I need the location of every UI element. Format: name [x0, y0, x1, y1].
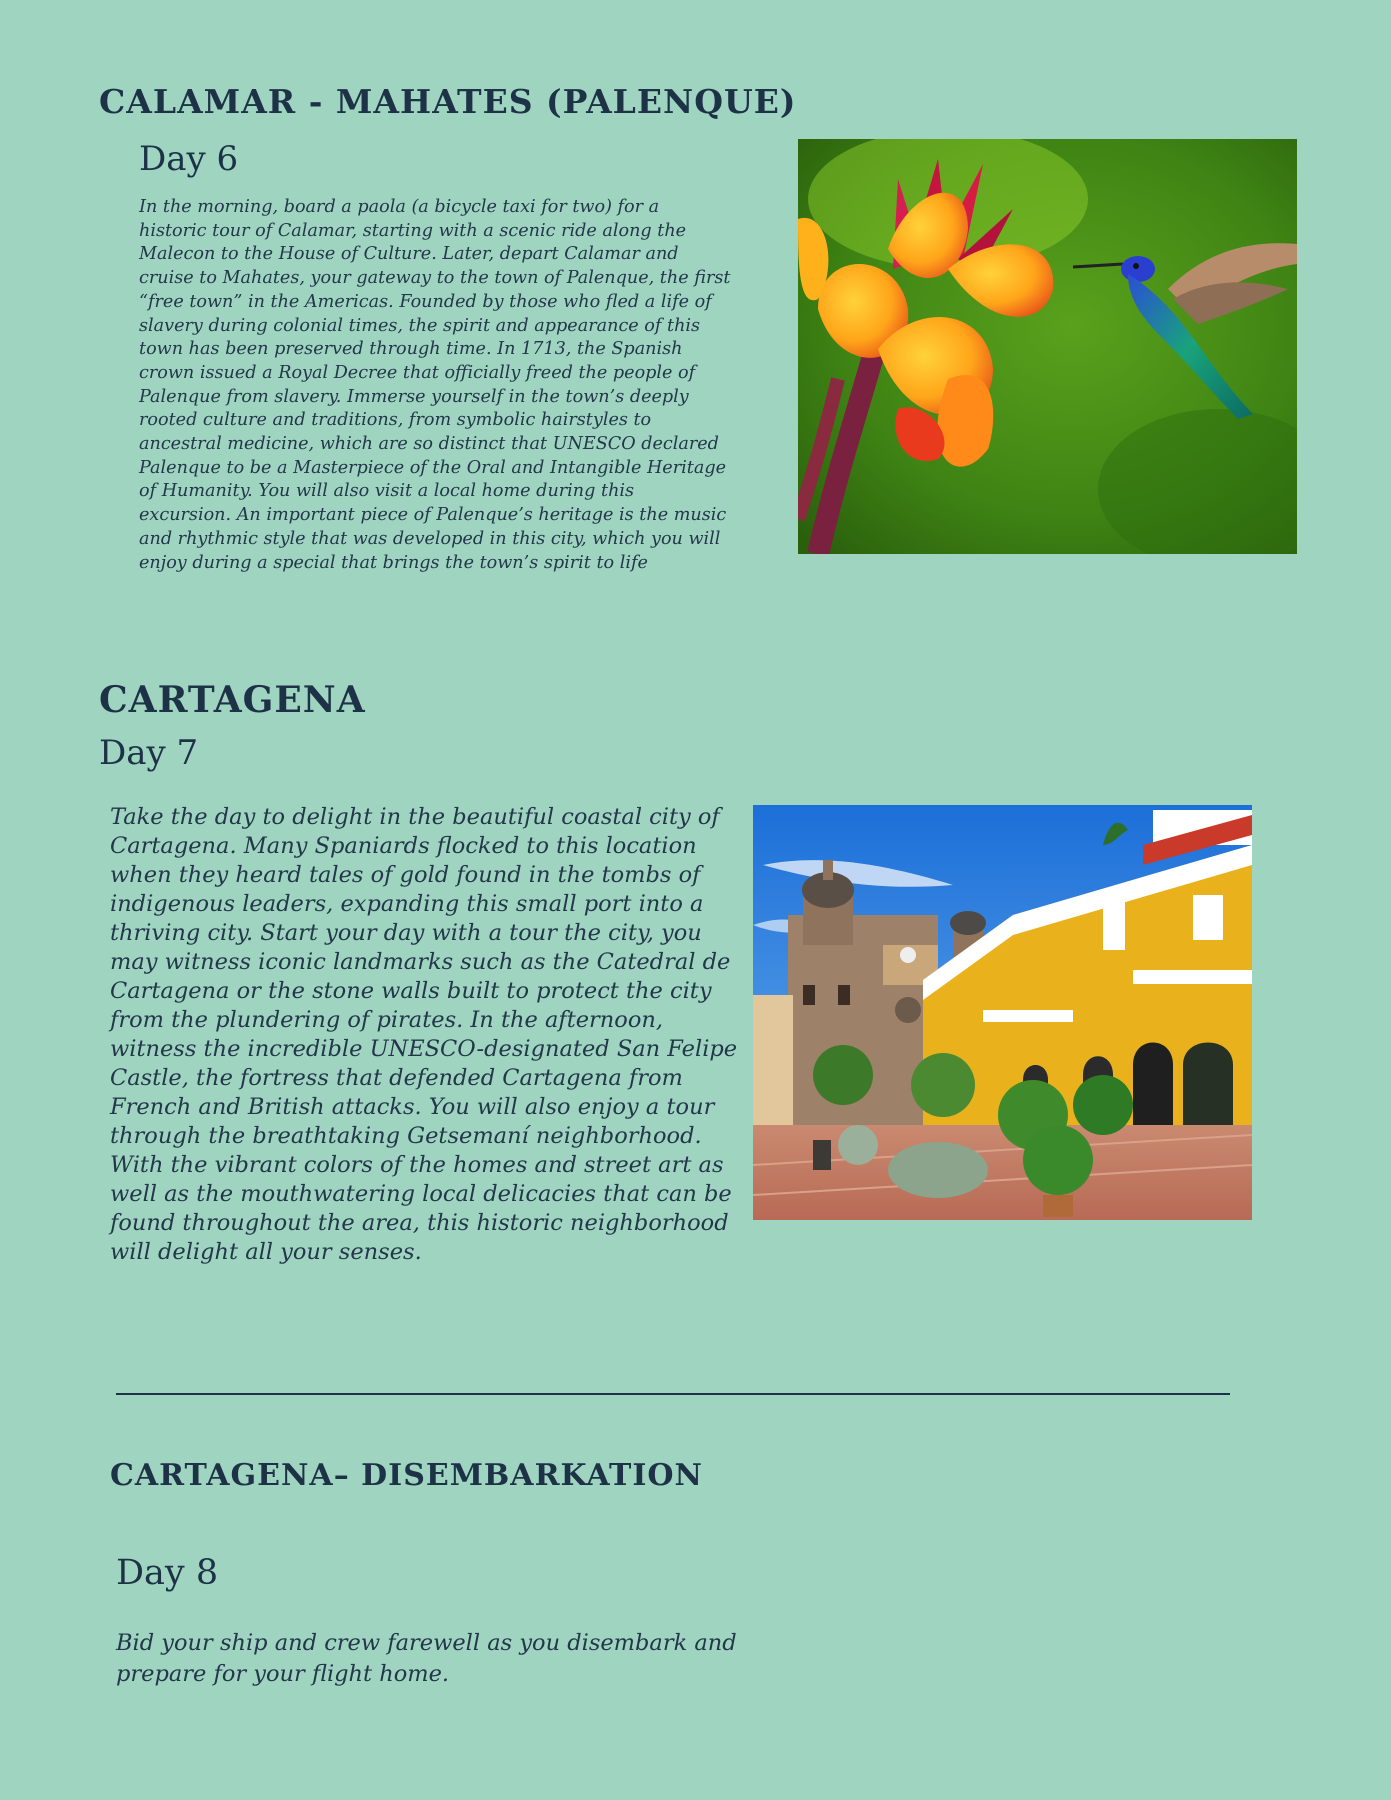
hummingbird-flower-photo [798, 139, 1297, 554]
day7-description: Take the day to delight in the beautiful coastal city of Cartagena. Many Spaniards flocked to this location when they heard tales of gold found in the tombs of indigenous leaders, expanding this small port into a thriving city. Start your day with a tour the city, you may witness iconic landmarks such as the Catedral de Cartagena or the stone walls built to protect the city from the plundering of pirates. In the afternoon, witness the incredible UNESCO-designated San Felipe Castle, the fortress that defended Cartagena from French and British attacks. You will also enjoy a tour through the breathtaking Getsemaní neighborhood. With the vibrant colors of the homes and street art as well as the mouthwatering local delicacies that can be found throughout the area, this historic neighborhood will delight all your senses. [110, 804, 738, 1265]
day8-description: Bid your ship and crew farewell as you disembark and prepare for your flight home. [116, 1630, 737, 1687]
day-label-8: Day 8 [116, 1553, 219, 1593]
section-title-day6: CALAMAR - MAHATES (PALENQUE) [99, 82, 797, 121]
day6-description: In the morning, board a paola (a bicycle taxi for two) for a historic tour of Calamar, starting with a scenic ride along the Malecon to the House of Culture. Later, depart Calamar and cruise to Mahates, your gateway to the town of Palenque, the first “free town” in the Americas. Founded by those who fled a life of slavery during colonial times, the spirit and appearance of this town has been preserved through time. In 1713, the Spanish crown issued a Royal Decree that officially freed the people of Palenque from slavery. Immerse yourself in the town’s deeply rooted culture and traditions, from symbolic hairstyles to ancestral medicine, which are so distinct that UNESCO declared Palenque to be a Masterpiece of the Oral and Intangible Heritage of Humanity. You will also visit a local home during this excursion. An important piece of Palenque’s heritage is the music and rhythmic style that was developed in this city, which you will enjoy during a special that brings the town’s spirit to life [139, 197, 731, 573]
section-divider [116, 1393, 1230, 1395]
cartagena-plaza-photo [753, 805, 1252, 1220]
day-label-7: Day 7 [99, 733, 199, 773]
day-label-6: Day 6 [139, 139, 239, 179]
section-title-day8: CARTAGENA– DISEMBARKATION [110, 1458, 703, 1493]
section-title-day7: CARTAGENA [99, 679, 366, 721]
